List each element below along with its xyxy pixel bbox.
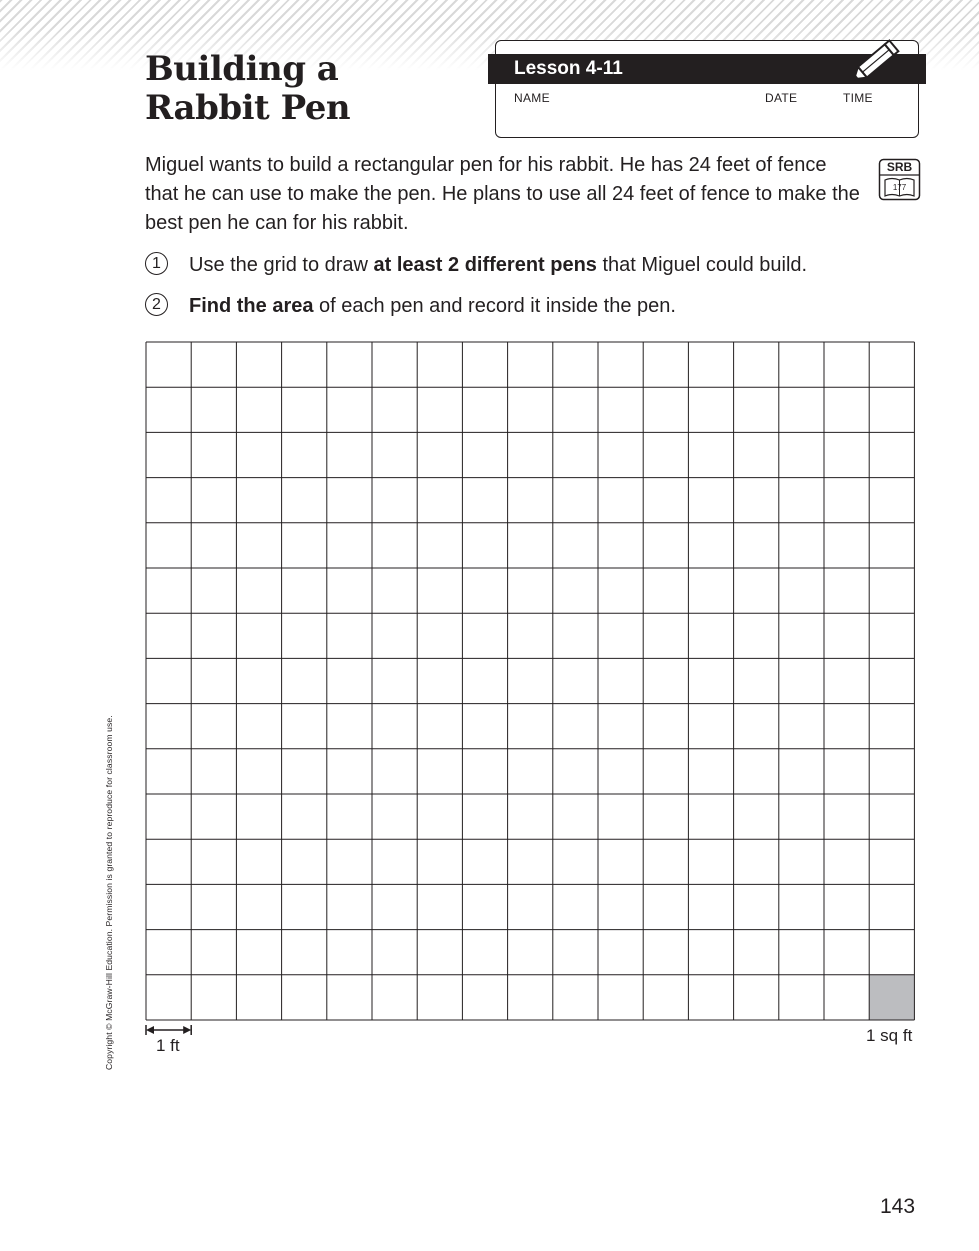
title-line-2: Rabbit Pen: [145, 88, 351, 128]
step-number-2: 2: [145, 293, 168, 316]
problem-intro: Miguel wants to build a rectangular pen for his rabbit. He has 24 feet of fence that he can use to make the pen. He plans to use all 24 feet of fence to make the best pen he can for his rabbit.: [145, 154, 860, 234]
title-line-1: Building a: [145, 49, 339, 89]
area-scale-label: 1 sq ft: [866, 1026, 913, 1045]
step-number-1: 1: [145, 252, 168, 275]
srb-label: SRB: [886, 160, 913, 174]
scale-arrow-right: [183, 1026, 191, 1034]
step-1-text: Use the grid to draw at least 2 different pens that Miguel could build.: [189, 254, 808, 276]
step-2-text: Find the area of each pen and record it inside the pen.: [189, 295, 676, 317]
date-label: DATE: [765, 91, 798, 105]
lesson-number: Lesson 4-11: [514, 58, 623, 79]
unit-square-sample: [869, 975, 914, 1020]
scale-arrow-left: [146, 1026, 154, 1034]
srb-page: 177: [892, 183, 907, 192]
page-number: 143: [880, 1195, 916, 1218]
time-label: TIME: [843, 91, 873, 105]
name-label: NAME: [514, 91, 550, 105]
copyright-notice: Copyright © McGraw-Hill Education. Permission is granted to reproduce for classroom use.: [104, 715, 114, 1070]
length-scale-label: 1 ft: [156, 1036, 180, 1055]
